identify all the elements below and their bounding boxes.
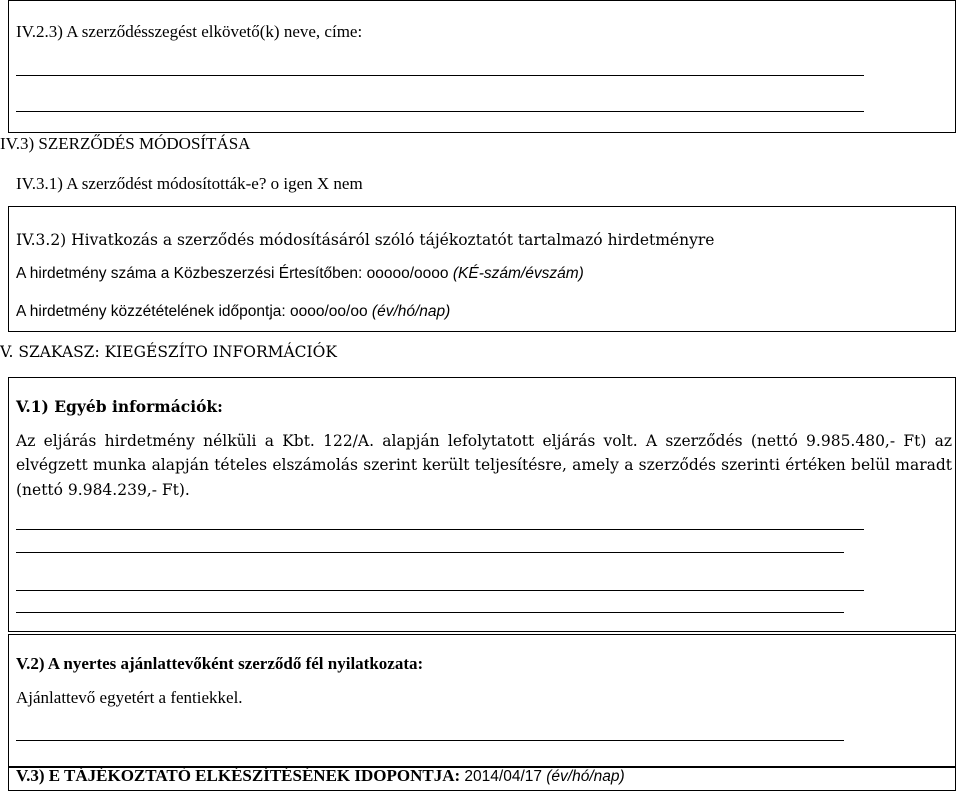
- preparation-date-value: 2014/04/17: [464, 768, 542, 785]
- section-v-heading: V. SZAKASZ: KIEGÉSZÍTO INFORMÁCIÓK: [0, 343, 337, 361]
- winner-declaration-text: Ajánlattevő egyetért a fentiekkel.: [16, 688, 243, 707]
- preparation-date-label: V.3) E TÁJÉKOZTATÓ ELKÉSZÍTÉSÉNEK IDOPONTJA:: [16, 766, 461, 785]
- other-information-line-2: elvégzett munka alapján tételes elszámolás szerint került teljesítésre, amely a szerződés szerinti értéken belül maradt: [16, 456, 952, 474]
- publish-date-row: [16, 302, 450, 322]
- other-information-line-1: Az eljárás hirdetmény nélküli a Kbt. 122/A. alapján lefolytatott eljárás volt. A szerződés (nettó 9.985.480,- Ft) az: [16, 432, 952, 450]
- modification-notice-title: IV.3.2) Hivatkozás a szerződés módosításáról szóló tájékoztatót tartalmazó hirdetményre: [16, 231, 715, 249]
- section-iv-2-3-box: [8, 0, 956, 133]
- blank-line: [16, 529, 864, 530]
- preparation-date-hint: (év/hó/nap): [546, 768, 625, 785]
- publish-date-hint: (év/hó/nap): [371, 303, 451, 320]
- publish-date-label: A hirdetmény közzétételének időpontja: oooo/oo/oo: [16, 303, 368, 320]
- blank-line: [16, 552, 844, 553]
- blank-line: [16, 590, 864, 591]
- section-iv-3-heading: IV.3) SZERZŐDÉS MÓDOSÍTÁSA: [0, 134, 251, 153]
- contract-modified-question: IV.3.1) A szerződést módosították-e? o igen X nem: [16, 174, 363, 193]
- blank-line: [16, 111, 864, 112]
- blank-line: [16, 740, 844, 741]
- other-information-title: V.1) Egyéb információk:: [16, 397, 223, 416]
- notice-number-row: [16, 264, 584, 284]
- other-information-line-3: (nettó 9.984.239,- Ft).: [16, 481, 190, 499]
- notice-number-label: A hirdetmény száma a Közbeszerzési Értesítőben: ooooo/oooo: [16, 265, 449, 282]
- blank-line: [16, 75, 864, 76]
- section-iv-2-3-title: IV.2.3) A szerződésszegést elkövető(k) neve, címe:: [16, 22, 363, 41]
- notice-number-hint: (KÉ-szám/évszám): [452, 265, 584, 282]
- blank-line: [16, 612, 844, 613]
- preparation-date-row: [16, 766, 625, 787]
- winner-declaration-title: V.2) A nyertes ajánlattevőként szerződő fél nyilatkozata:: [16, 654, 424, 673]
